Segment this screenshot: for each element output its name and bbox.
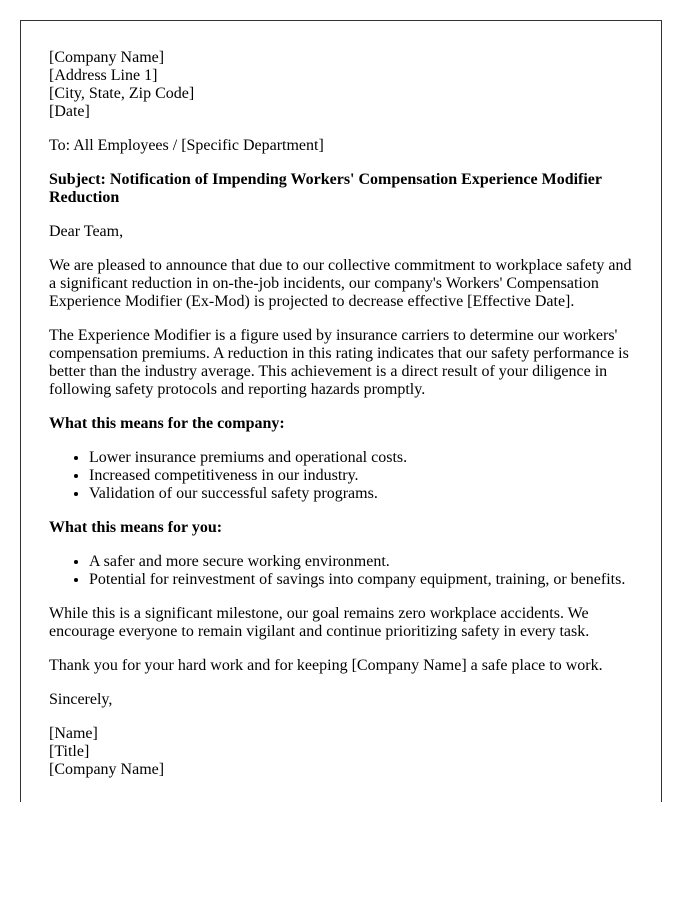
valediction: Sincerely, xyxy=(49,691,113,708)
sender-address-block xyxy=(49,49,633,121)
signer-company-name: [Company Name] xyxy=(49,761,165,778)
section-company-benefits xyxy=(49,415,633,503)
list-item: • A safer and more secure working environment. xyxy=(89,553,633,571)
sender-address-line-1: [Address Line 1] xyxy=(49,67,158,84)
sender-city-state-zip: [City, State, Zip Code] xyxy=(49,85,195,102)
employee-benefits-list xyxy=(49,553,633,589)
sender-company-name: [Company Name] xyxy=(49,49,165,66)
letter-date: [Date] xyxy=(49,103,90,120)
subject-line: Subject: Notification of Impending Workers' Compensation Experience Modifier Reduction xyxy=(49,171,602,206)
body-paragraph-explanation: The Experience Modifier is a figure used by insurance carriers to determine our workers' compensation premiums. A reduction in this rating indicates that our safety performance is better than the industry average. This achievement is a direct result of your diligence in following safety protocols and reporting hazards promptly. xyxy=(49,327,629,398)
section-employee-benefits xyxy=(49,519,633,589)
body-paragraph-milestone: While this is a significant milestone, our goal remains zero workplace accidents. We encourage everyone to remain vigilant and continue prioritizing safety in every task. xyxy=(49,605,590,640)
list-item: • Validation of our successful safety programs. xyxy=(89,485,633,503)
signer-title: [Title] xyxy=(49,743,90,760)
document-viewport xyxy=(20,20,662,802)
company-benefits-list xyxy=(49,449,633,503)
signature-block xyxy=(49,725,633,779)
list-item: • Increased competitiveness in our industry. xyxy=(89,467,633,485)
salutation: Dear Team, xyxy=(49,223,124,240)
list-item: • Potential for reinvestment of savings into company equipment, training, or benefits. xyxy=(89,571,633,589)
body-paragraph-thanks: Thank you for your hard work and for keeping [Company Name] a safe place to work. xyxy=(49,657,603,674)
section-heading: What this means for you: xyxy=(49,519,223,536)
letter-page xyxy=(20,20,662,802)
body-paragraph-announcement: We are pleased to announce that due to our collective commitment to workplace safety and a significant reduction in on-the-job incidents, our company's Workers' Compensation Experience Modifier (Ex-Mod) is projected to decrease effective [Effective Date]. xyxy=(49,257,632,310)
signer-name: [Name] xyxy=(49,725,98,742)
list-item: • Lower insurance premiums and operational costs. xyxy=(89,449,633,467)
section-heading: What this means for the company: xyxy=(49,415,285,432)
recipient-line: To: All Employees / [Specific Department] xyxy=(49,137,324,154)
